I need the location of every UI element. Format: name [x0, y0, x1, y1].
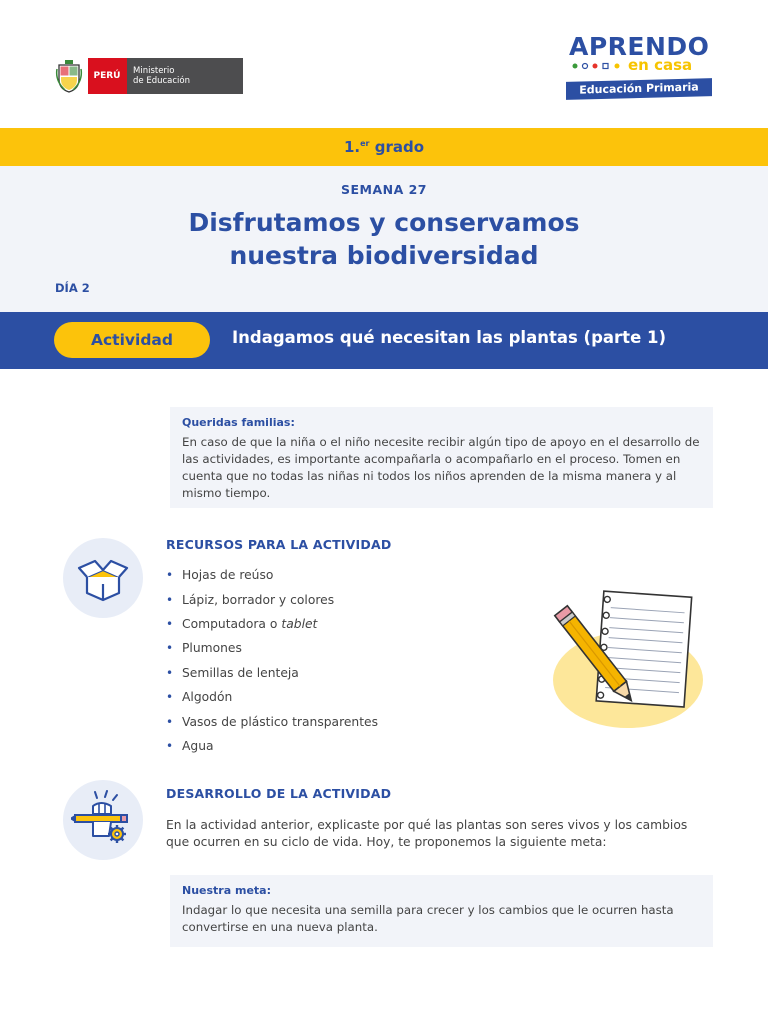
- brand-title: APRENDO: [569, 32, 710, 61]
- bullet: •: [166, 665, 174, 680]
- list-item: [166, 587, 378, 611]
- list-item-label: Hojas de reúso: [182, 568, 274, 583]
- notebook-pencil-illustration: [548, 588, 708, 728]
- goal-title: Nuestra meta:: [182, 884, 271, 897]
- list-item-label: Agua: [182, 738, 214, 753]
- list-item-italic: tablet: [281, 616, 318, 631]
- activity-title: Indagamos qué necesitan las plantas (parte 1): [232, 328, 667, 347]
- bullet: •: [166, 738, 174, 753]
- bullet: •: [166, 690, 174, 705]
- grade-band: [0, 128, 768, 166]
- title-area: [0, 166, 768, 312]
- page-title: [0, 206, 768, 272]
- open-box-icon: [63, 538, 143, 618]
- resources-heading: RECURSOS PARA LA ACTIVIDAD: [166, 537, 392, 552]
- goal-text: Indagar lo que necesita una semilla para crecer y los cambios que le ocurren hasta convertirse en una nueva planta.: [182, 903, 674, 934]
- brand-banner: Educación Primaria: [566, 78, 712, 100]
- bullet: •: [166, 641, 174, 656]
- list-item: [166, 612, 378, 636]
- list-item: [166, 661, 378, 685]
- families-note-text: En caso de que la niña o el niño necesite recibir algún tipo de apoyo en el desarrollo de las actividades, es importante acompañarla o acompañarlo en el proceso. Tomen en cuenta que no todas las niñas ni todos los niños aprenden de la misma manera y al mismo tiempo.: [182, 435, 700, 500]
- goal-box: [170, 875, 713, 947]
- grade-ordinal: er: [360, 139, 370, 148]
- list-item-label: Semillas de lenteja: [182, 665, 299, 680]
- list-item-label: Plumones: [182, 641, 242, 656]
- ministry-name: [126, 58, 243, 94]
- peru-label: PERÚ: [88, 58, 126, 94]
- list-item: [166, 685, 378, 709]
- list-item-label: Vasos de plástico transparentes: [182, 714, 379, 729]
- bullet: •: [166, 592, 174, 607]
- ministry-line-1: Ministerio: [133, 66, 175, 76]
- grade-number: 1.: [343, 138, 361, 156]
- list-item: [166, 563, 378, 587]
- list-item: [166, 734, 378, 758]
- title-line-2: nuestra biodiversidad: [229, 241, 539, 270]
- day-label: DÍA 2: [55, 281, 90, 295]
- grade-label: [344, 138, 424, 156]
- list-item-label: Lápiz, borrador y colores: [182, 592, 335, 607]
- families-note: [170, 407, 713, 508]
- list-item-label: Algodón: [182, 690, 233, 705]
- bullet: •: [166, 616, 174, 631]
- bullet: •: [166, 714, 174, 729]
- brand-subtitle: en casa: [628, 56, 693, 74]
- list-item-label: Computadora o: [182, 616, 278, 631]
- development-heading: DESARROLLO DE LA ACTIVIDAD: [166, 786, 392, 801]
- bullet: •: [166, 568, 174, 583]
- ministry-line-2: de Educación: [133, 76, 190, 86]
- resources-list: [166, 563, 378, 758]
- peru-shield-icon: [54, 58, 84, 94]
- families-note-title: Queridas familias:: [182, 416, 295, 429]
- list-item: [166, 636, 378, 660]
- title-line-1: Disfrutamos y conservamos: [188, 208, 580, 237]
- aprendo-en-casa-logo: [566, 32, 716, 102]
- grade-word: grado: [374, 138, 425, 156]
- pencil-hand-gear-icon: [63, 780, 143, 860]
- week-label: SEMANA 27: [340, 182, 428, 197]
- development-text: En la actividad anterior, explicaste por qué las plantas son seres vivos y los cambios que ocurren en su ciclo de vida. Hoy, te proponemos la siguiente meta:: [166, 818, 688, 849]
- activity-badge: Actividad: [54, 322, 210, 358]
- brand-dots-icon: [571, 62, 625, 72]
- ministry-logo: [54, 58, 243, 94]
- activity-band: [0, 312, 768, 369]
- list-item: [166, 709, 378, 733]
